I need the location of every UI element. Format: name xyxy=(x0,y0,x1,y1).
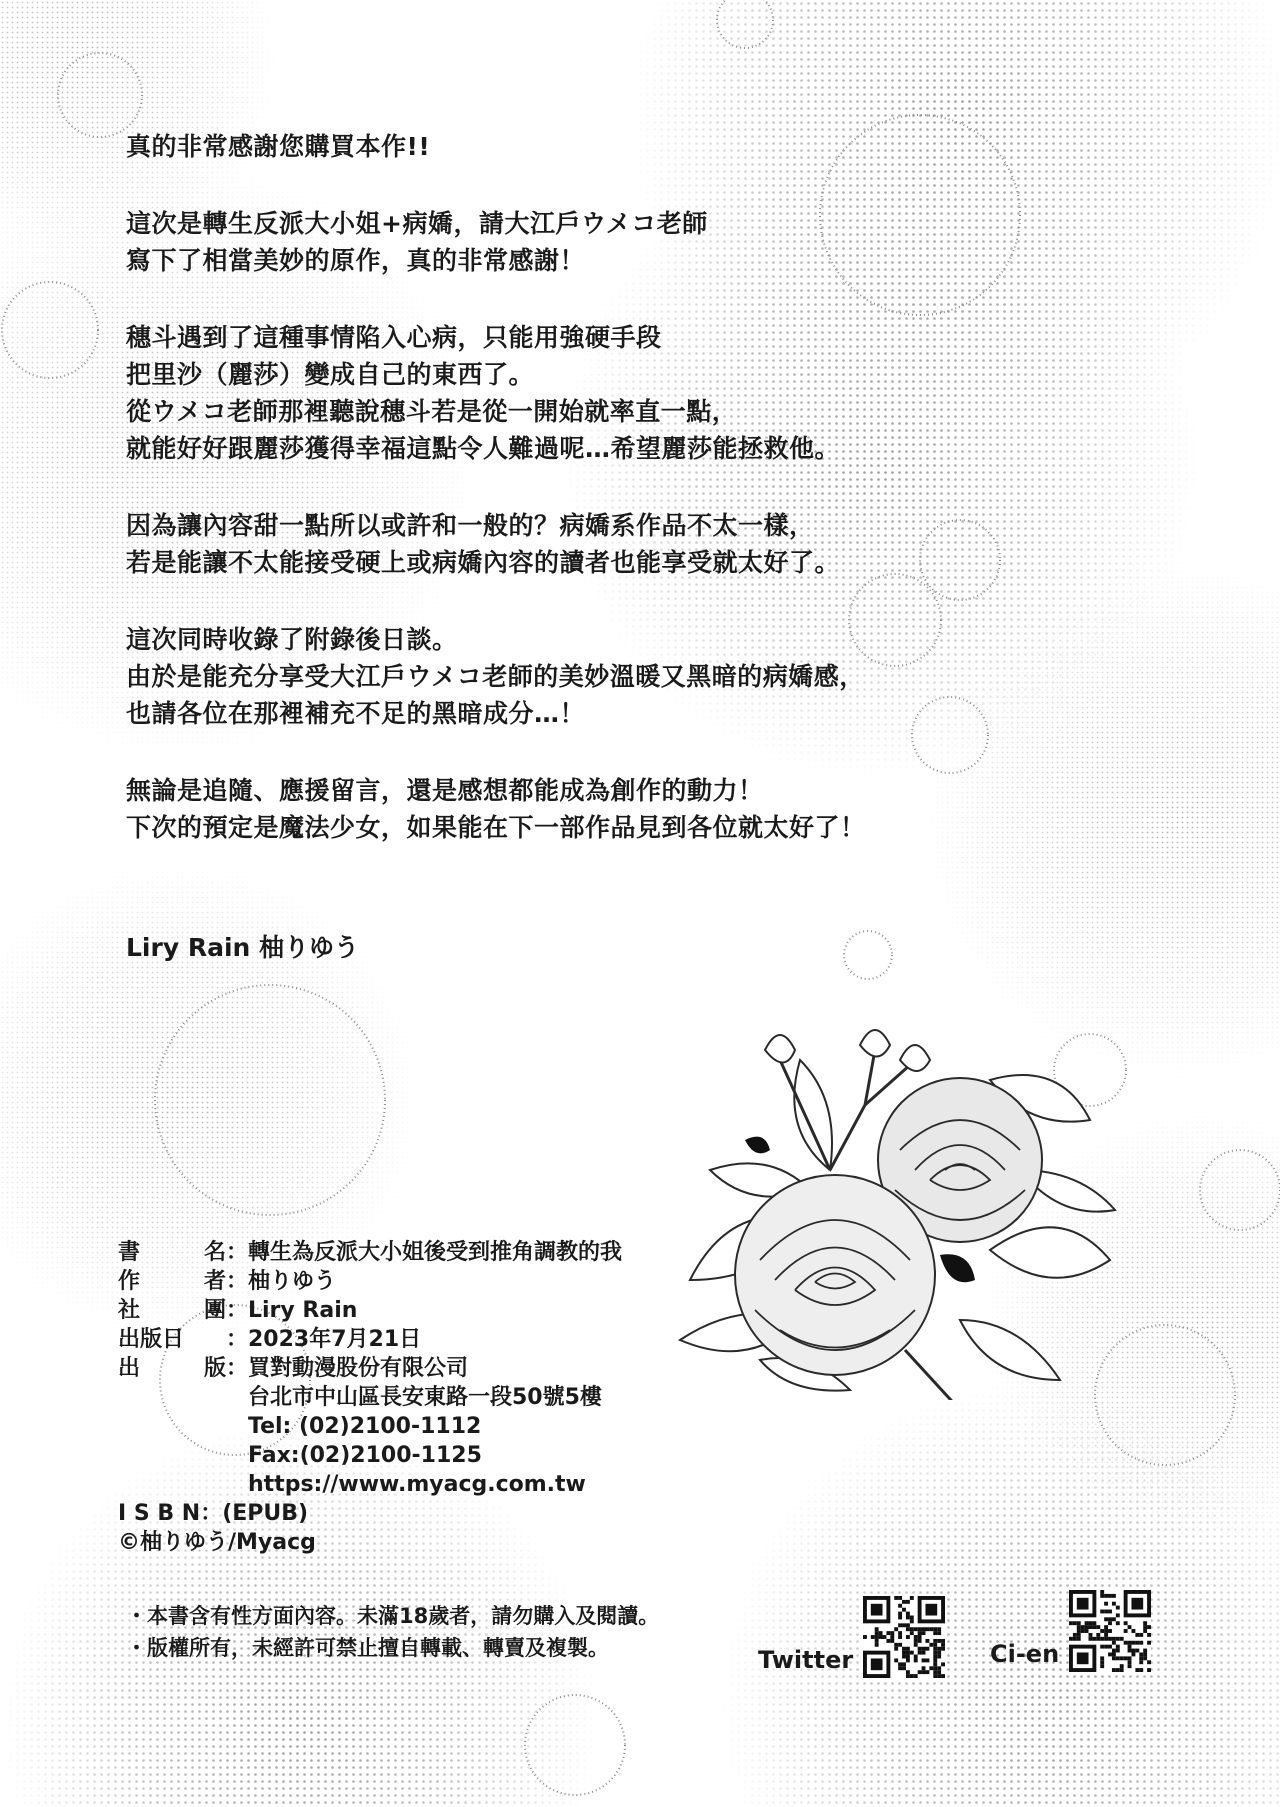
qr-code-icon xyxy=(863,1596,945,1678)
colophon-publisher-row xyxy=(118,1354,622,1383)
afterword-line: 把里沙（麗莎）變成自己的東西了。 xyxy=(126,360,535,389)
afterword-line: 這次是轉生反派大小姐+病嬌，請大江戶ウメコ老師 xyxy=(126,209,708,238)
colophon-label: I S B N xyxy=(118,1501,201,1526)
twitter-qr xyxy=(758,1596,945,1678)
copyright-notice: ©柚りゆう/Myacg xyxy=(118,1530,316,1555)
publisher-name: 買對動漫股份有限公司 xyxy=(248,1356,469,1381)
colophon-separator: ： xyxy=(226,1356,249,1381)
afterword-line: 這次同時收錄了附錄後日談。 xyxy=(126,625,458,654)
colophon-author-row xyxy=(118,1267,622,1296)
notice-line: ・版權所有，未經許可禁止擅自轉載、轉賣及複製。 xyxy=(126,1636,609,1660)
book-circle: Liry Rain xyxy=(248,1298,358,1323)
afterword-line: 因為讓內容甜一點所以或許和一般的？病嬌系作品不太一樣， xyxy=(126,511,815,540)
afterword-line: 寫下了相當美妙的原作，真的非常感謝！ xyxy=(126,246,586,275)
rose-illustration xyxy=(660,1020,1120,1400)
colophon-title-row xyxy=(118,1238,622,1267)
publisher-tel: Tel: (02)2100-1112 xyxy=(248,1414,482,1439)
author-signature: Liry Rain 柚りゆう xyxy=(126,933,360,962)
qr-code-icon xyxy=(1069,1590,1151,1672)
notice-line: ・本書含有性方面內容。未滿18歲者，請勿購入及閱讀。 xyxy=(126,1604,660,1628)
afterword-line: 真的非常感謝您購買本作!! xyxy=(126,132,431,161)
publish-date: 2023年7月21日 xyxy=(248,1327,422,1352)
colophon-circle-row xyxy=(118,1296,622,1325)
afterword-line: 由於是能充分享受大江戶ウメコ老師的美妙溫暖又黑暗的病嬌感， xyxy=(126,662,865,691)
publisher-fax: Fax:(02)2100-1125 xyxy=(248,1443,482,1468)
afterword-line: 若是能讓不太能接受硬上或病嬌內容的讀者也能享受就太好了。 xyxy=(126,548,841,577)
colophon-isbn-row xyxy=(118,1499,622,1528)
afterword-line: 穗斗遇到了這種事情陷入心病，只能用強硬手段 xyxy=(126,323,662,352)
book-author: 柚りゆう xyxy=(248,1269,337,1294)
colophon-date-row xyxy=(118,1325,622,1354)
colophon-separator: ： xyxy=(200,1501,223,1526)
colophon-label: 書 名 xyxy=(118,1240,226,1265)
isbn-value: (EPUB) xyxy=(222,1501,309,1526)
afterword-line: 就能好好跟麗莎獲得幸福這點令人難過呢…希望麗莎能拯救他。 xyxy=(126,434,841,463)
colophon-separator: ： xyxy=(226,1298,249,1323)
afterword xyxy=(126,128,1186,846)
book-title: 轉生為反派大小姐後受到推角調教的我 xyxy=(248,1240,623,1265)
afterword-line: 也請各位在那裡補充不足的黑暗成分…！ xyxy=(126,699,586,728)
afterword-line: 下次的預定是魔法少女，如果能在下一部作品見到各位就太好了！ xyxy=(126,813,866,842)
notices xyxy=(126,1600,659,1664)
cien-qr xyxy=(990,1590,1151,1672)
afterword-line: 無論是追隨、應援留言，還是感想都能成為創作的動力！ xyxy=(126,776,764,805)
qr-label: Twitter xyxy=(758,1646,854,1674)
colophon-separator: ： xyxy=(226,1269,249,1294)
colophon-label: 社 團 xyxy=(118,1298,226,1323)
publisher-url: https://www.myacg.com.tw xyxy=(248,1472,586,1497)
colophon xyxy=(118,1238,622,1557)
qr-label: Ci-en xyxy=(990,1640,1060,1668)
colophon-separator: ： xyxy=(226,1327,249,1352)
colophon-label: 出版日 xyxy=(118,1327,185,1352)
colophon-label: 出 版 xyxy=(118,1356,226,1381)
afterword-line: 從ウメコ老師那裡聽說穗斗若是從一開始就率直一點， xyxy=(126,397,738,426)
colophon-separator: ： xyxy=(226,1240,249,1265)
publisher-address: 台北市中山區長安東路一段50號5樓 xyxy=(248,1385,602,1410)
colophon-label: 作 者 xyxy=(118,1269,226,1294)
